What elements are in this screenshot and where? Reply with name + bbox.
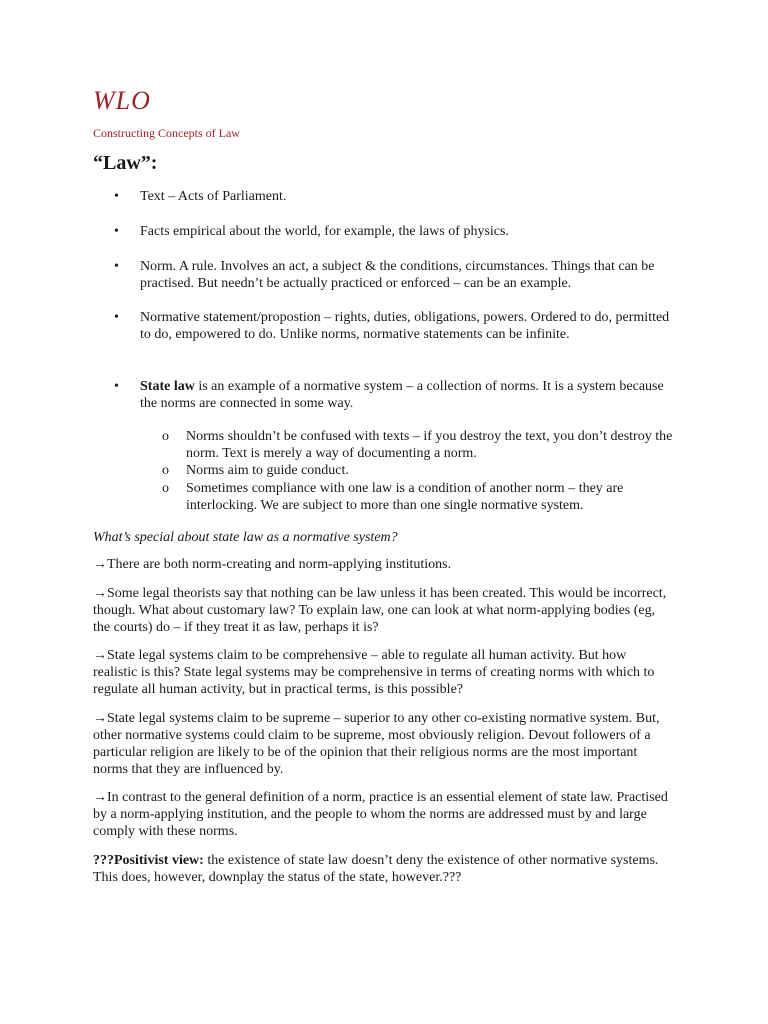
- list-item-text: [140, 378, 680, 412]
- paragraph-text: State legal systems claim to be comprehensive – able to regulate all human activity. But how realistic is this? State legal systems may be comprehensive in terms of creating norms with which to regulate all human activity, but in practical terms, is this possible?: [93, 648, 655, 697]
- positivist-paragraph: [93, 852, 673, 886]
- paragraph: [93, 789, 673, 840]
- bold-term: ???Positivist view:: [93, 853, 204, 868]
- arrow-icon: →: [93, 790, 107, 805]
- document-title: WLO: [93, 86, 151, 115]
- arrow-icon: →: [93, 586, 107, 601]
- paragraph-text: Some legal theorists say that nothing can be law unless it has been created. This would be incorrect, though. What about customary law? To explain law, one can look at what norm-applying bodies (eg, the courts) do – if they treat it as law, perhaps it is?: [93, 586, 667, 635]
- paragraph: [93, 647, 673, 698]
- bullet-icon: •: [114, 259, 119, 274]
- section-heading: “Law”:: [93, 152, 158, 174]
- arrow-icon: →: [93, 648, 107, 663]
- paragraph-text: There are both norm-creating and norm-applying institutions.: [107, 557, 452, 572]
- sub-list-item-text: Norms shouldn’t be confused with texts – if you destroy the text, you don’t destroy the norm. Text is merely a way of documenting a norm.: [186, 429, 673, 461]
- arrow-icon: →: [93, 557, 107, 572]
- circle-bullet-icon: o: [162, 481, 169, 496]
- list-item-text: Norm. A rule. Involves an act, a subject & the conditions, circumstances. Things that can be practised. But needn’t be actually practiced or enforced – can be an example.: [140, 259, 655, 291]
- paragraph: [93, 710, 673, 778]
- arrow-icon: →: [93, 711, 107, 726]
- bullet-icon: •: [114, 379, 119, 394]
- list-item-text: Facts empirical about the world, for example, the laws of physics.: [140, 224, 509, 239]
- document-subtitle: Constructing Concepts of Law: [93, 126, 240, 140]
- sub-list-item-text: Norms aim to guide conduct.: [186, 463, 349, 478]
- paragraph-text: In contrast to the general definition of a norm, practice is an essential element of state law. Practised by a norm-applying institution, and the people to whom the norms are addressed must by and large comply with these norms.: [93, 790, 668, 839]
- bold-term: State law: [140, 379, 195, 394]
- list-item-text: Text – Acts of Parliament.: [140, 189, 287, 204]
- paragraph-text: State legal systems claim to be supreme – superior to any other co-existing normative system. But, other normative systems could claim to be supreme, most obviously religion. Devout followers of a particular religion are likely to be of the opinion that their religious norms are the most important norms that they are influenced by.: [93, 711, 660, 777]
- paragraph: [93, 585, 673, 636]
- section-question: What’s special about state law as a normative system?: [93, 530, 398, 545]
- list-item-text-rest: is an example of a normative system – a collection of norms. It is a system because the norms are connected in some way.: [140, 379, 664, 411]
- bullet-icon: •: [114, 189, 119, 204]
- paragraph: [93, 556, 673, 573]
- list-item-text: Normative statement/propostion – rights, duties, obligations, powers. Ordered to do, permitted to do, empowered to do. Unlike norms, normative statements can be infinite.: [140, 310, 670, 342]
- paragraph-text: the existence of state law doesn’t deny the existence of other normative systems. This does, however, downplay the status of the state, however.???: [93, 853, 659, 885]
- circle-bullet-icon: o: [162, 463, 169, 478]
- bullet-icon: •: [114, 224, 119, 239]
- bullet-icon: •: [114, 310, 119, 325]
- sub-list-item-text: Sometimes compliance with one law is a condition of another norm – they are interlocking. We are subject to more than one single normative system.: [186, 481, 624, 513]
- circle-bullet-icon: o: [162, 429, 169, 444]
